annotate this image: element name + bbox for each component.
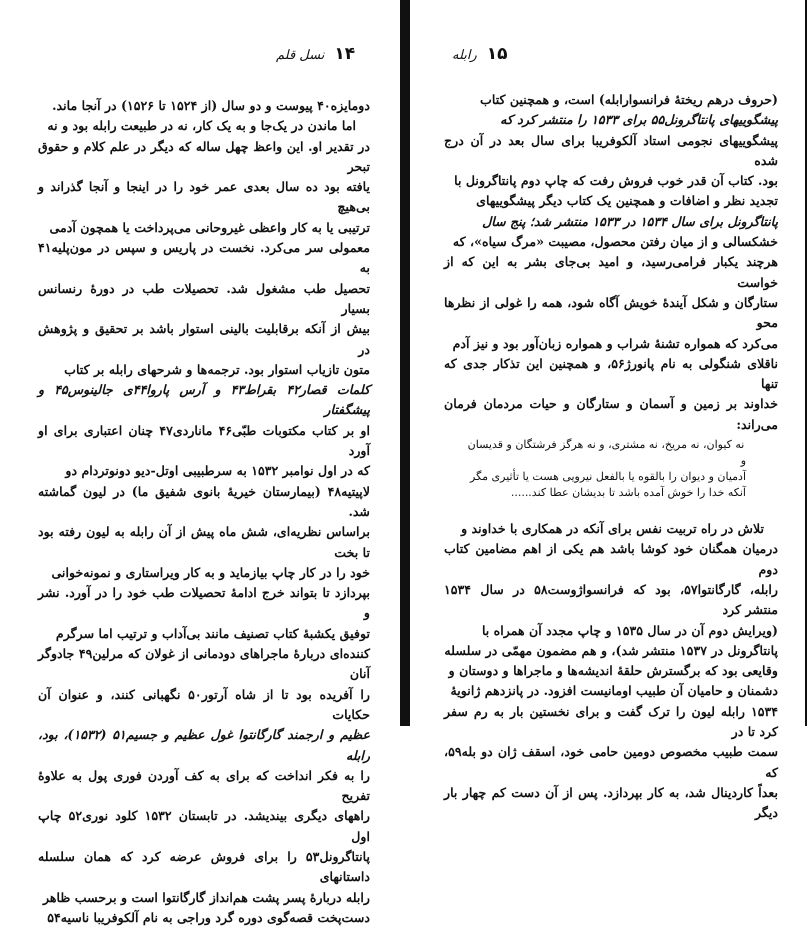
text-line: ۱۵۳۴ رابله لیون را ترک گفت و برای نخستین بار به رم سفر کرد تا در [444,703,778,740]
book-gutter [400,0,410,726]
left-running-title: نسل قلم [276,48,325,63]
left-page [0,0,400,925]
text-line: می‌کرد که همواره تشنهٔ شراب و همواره زبان‌آور بود و نیز آدم [452,335,778,351]
text-line: دومایزه۴۰ پیوست و دو سال (از ۱۵۲۴ تا ۱۵۲۶) در آنجا ماند. [52,98,370,113]
text-line: دست‌پخت قصه‌گوی دوره گرد وراجی به نام آلکوفریبا ناسیه۵۴ [47,909,370,925]
text-line: پیشگوییهای نجومی استاد آلکوفریبا برای سال بعد در آن درج شده [444,132,778,168]
text-line: اما ماندن در یک‌جا و به یک کار، نه در طبیعت رابله بود و نه [47,118,356,134]
text-line: سمت طبیب مخصوص دومین حامی خود، اسقف ژان دو بله۵۹، که [444,744,778,780]
text-line: (حروف درهم ریختهٔ فرانسوارابله) است، و همچنین کتاب [480,92,778,107]
text-line: پانتاگرونل۵۳ را برای فروش عرضه کرد که همان سلسله داستانهای [38,848,370,885]
right-page [410,0,807,821]
right-running-title: رابله [452,48,477,63]
text-line: عظیم و ارجمند گارگانتوا غول عظیم و جسیم۵۱ (۱۵۳۲)، بود، رابله [38,727,371,763]
text-line: معمولی سر می‌کرد. نخست در پاریس و سپس در مون‌پلیه۴۱ به [38,240,370,276]
text-line: کلمات قصار۴۲ بقراط۴۳ و آرس پاروا۴۴ی جالینوس۴۵ و پیشگفتار [38,382,370,418]
text-line: ستارگان و شکل آیندهٔ خویش آگاه شود، همه را غولی از نظرها محو [444,294,778,331]
right-page-header [452,44,508,70]
text-line: پیشگوییهای پانتاگرونل۵۵ برای ۱۵۳۳ را منتشر کرد که [500,112,778,128]
left-page-header [276,44,355,70]
verse-line: آنکه خدا را خوش آمده باشد تا بدیشان عطا کند...... [510,486,746,500]
text-line: را آفریده بود تا از شاه آرتور۵۰ نگهبانی کنند، و عنوان آن حکایات [38,686,370,722]
verse-line: نه کیوان، نه مریخ، نه مشتری، و نه هرگز فرشتگان و قدیسان و [467,438,746,468]
text-line: ناقلای شنگولی به نام پانورژ۵۶، و همچنین این تذکار جدی که تنها [444,355,778,392]
text-line: راههای دیگری بیندیشد. در تابستان ۱۵۳۲ کلود نوری۵۲ چاپ اول [38,808,370,844]
text-line: پانتاگرونل در ۱۵۳۷ منتشر شد)، و هم مضمون مهمّی در سلسله [444,642,778,658]
text-line: وقایعی بود که برگسترش حلقهٔ اندیشه‌ها و ماجراها و دوستان و [448,663,778,679]
text-line: متون تازیاب استوار بود. ترجمه‌ها و شرحهای رابله بر کتاب [64,361,370,377]
text-line: خداوند بر زمین و آسمان و ستارگان و حیات مردمان فرمان می‌راند: [444,396,778,432]
text-line: او بر کتاب مکتوبات طبّی۴۶ ماناردی۴۷ چنان اعتباری برای او آورد [38,422,371,459]
left-page-body [38,96,370,928]
text-line: (ویرایش دوم آن در سال ۱۵۳۵ و چاپ مجدد آن همراه با [481,622,778,638]
text-line: درمیان همگنان خود کوشا باشد هم یکی از اهم مضامین کتاب دوم [444,541,778,577]
right-page-body [444,90,778,824]
verse-line: آدمیان و دیوان را بالقوه یا بالفعل نیرویی هست یا تأثیری مگر [470,470,746,484]
text-line: پانتاگرونل برای سال ۱۵۳۴ در ۱۵۳۳ منتشر شد؛ پنج سال [482,213,778,229]
text-line: بیش از آنکه برقابلیت بالینی استوار باشد بر تحقیق و پژوهش در [38,321,370,357]
text-line: خشکسالی و از میان رفتن محصول، مصیبت «مرگ سیاه»، که [452,234,778,250]
text-line: در تقدیر او. این واعظ چهل ساله که دیگر در علم کلام و حقوق تبحر [38,138,370,174]
text-line: بود. کتاب آن قدر خوب فروش رفت که چاپ دوم پانتاگرونل با [454,173,778,189]
text-line: توفیق یکشبهٔ کتاب تصنیف مانند بی‌آداب و ترتیب اما سرگرم [55,625,370,641]
text-line: را به فکر انداخت که برای به کف آوردن فوری پول به علاوهٔ تفریح [38,767,370,804]
text-line: تجدید نظر و اضافات و همچنین یک کتاب دیگر پیشگوییهای [476,193,778,209]
text-line: رابله، گارگانتوا۵۷، بود که فرانسواژوست۵۸ در سال ۱۵۳۴ منتشر کرد [444,581,778,618]
left-page-number: ۱۴ [334,44,356,64]
text-line: هرچند یکبار فرامی‌رسید، و امید بی‌جای بشر به این که از خواست [444,254,778,290]
text-line: دشمنان و حامیان آن طبیب اومانیست افزود. در پانزدهم ژانویهٔ [450,683,778,699]
text-line: ترتیبی یا به کار واعظی غیروحانی می‌پرداخت یا همچون آدمی [49,219,370,235]
text-line: رابله دربارهٔ پسر پشت هم‌انداز گارگانتوا است و برحسب ظاهر [42,889,370,905]
text-line: بپردازد تا بتواند خرج ادامهٔ تحصیلات طب خود را در آورد. نشر و [38,585,370,621]
quoted-verse [466,437,746,501]
right-page-number: ۱۵ [486,44,508,64]
text-line: یافته بود ده سال بعدی عمر خود را در اینجا و آنجا گذراند و بی‌هیچ [38,179,370,215]
text-line: تحصیل طب مشغول شد. تحصیلات طب در دورهٔ رنسانس بسیار [38,280,370,316]
text-line: کننده‌ای دربارهٔ ماجراهای دودمانی از غولان که مرلین۴۹ جادوگر آنان [38,646,370,682]
text-line: لاپیتیه۴۸ (بیمارستان خیریهٔ بانوی شفیق ما) در لیون گماشته شد. [38,483,370,519]
text-line: تلاش در راه تربیت نفس برای آنکه در همکاری با خداوند و [461,521,764,537]
text-line: خود را در کار چاپ بیازماید و به کار ویراستاری و نمونه‌خوانی [51,564,370,580]
text-line: که در اول نوامبر ۱۵۳۲ به سرطبیبی اوتل-دیو دونوتردام دو [65,463,370,479]
text-line: بعداً کاردینال شد، به کار بپردازد. پس از آن دست کم چهار بار دیگر [444,784,778,821]
text-line: براساس نظریه‌ای، شش ماه پیش از آن رابله به لیون رفته بود تا بخت [38,524,370,560]
